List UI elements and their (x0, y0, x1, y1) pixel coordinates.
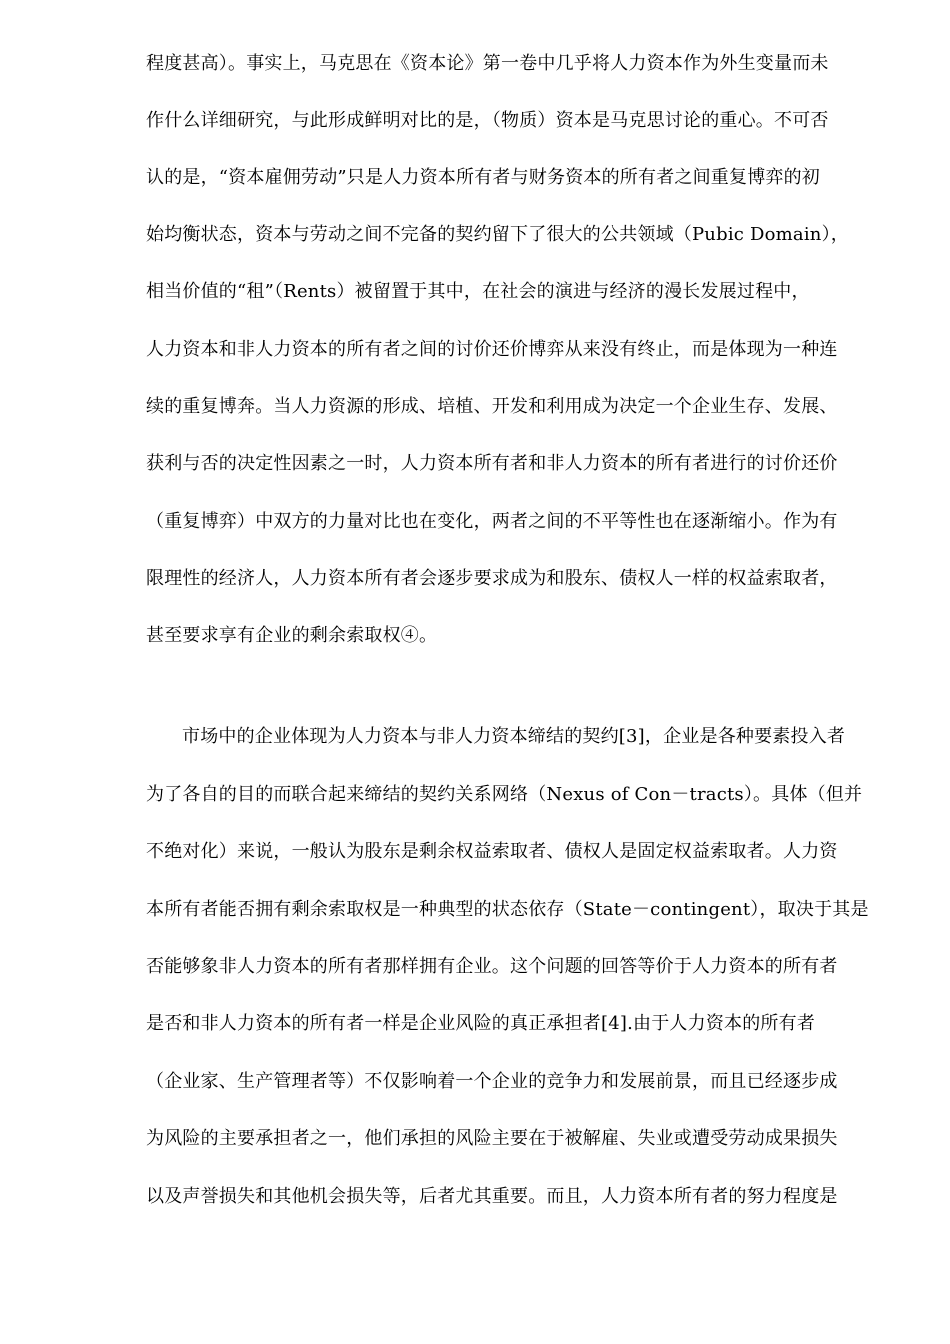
paragraph-line: 以及声誉损失和其他机会损失等，后者尤其重要。而且，人力资本所有者的努力程度是 (146, 1186, 838, 1207)
paragraph-line: 为了各自的目的而联合起来缔结的契约关系网络（Nexus of Con－tracts）。具体（但并 (146, 784, 863, 805)
paragraph-line: 始均衡状态，资本与劳动之间不完备的契约留下了很大的公共领域（Pubic Domain）， (146, 224, 850, 245)
paragraph-line: 相当价值的“租”（Rents）被留置于其中，在社会的演进与经济的漫长发展过程中， (146, 281, 810, 302)
paragraph-line: 为风险的主要承担者之一，他们承担的风险主要在于被解雇、失业或遭受劳动成果损失 (146, 1128, 838, 1149)
paragraph-line: 不绝对化）来说，一般认为股东是剩余权益索取者、债权人是固定权益索取者。人力资 (146, 841, 838, 862)
paragraph-line: 本所有者能否拥有剩余索取权是一种典型的状态依存（State－contingent），取决于其是 (146, 899, 869, 920)
paragraph-line: 是否和非人力资本的所有者一样是企业风险的真正承担者[4].由于人力资本的所有者 (146, 1013, 816, 1034)
paragraph-line: （重复博弈）中双方的力量对比也在变化，两者之间的不平等性也在逐渐缩小。作为有 (146, 511, 838, 532)
paragraph-line: 获利与否的决定性因素之一时，人力资本所有者和非人力资本的所有者进行的讨价还价 (146, 453, 838, 474)
paragraph-line: 作什么详细研究，与此形成鲜明对比的是，（物质）资本是马克思讨论的重心。不可否 (146, 110, 829, 131)
paragraph-line: 程度甚高）。事实上，马克思在《资本论》第一卷中几乎将人力资本作为外生变量而未 (146, 53, 829, 74)
paragraph-line: 市场中的企业体现为人力资本与非人力资本缔结的契约[3]，企业是各种要素投入者 (182, 726, 846, 747)
paragraph-line: 否能够象非人力资本的所有者那样拥有企业。这个问题的回答等价于人力资本的所有者 (146, 956, 838, 977)
paragraph-line: 甚至要求享有企业的剩余索取权④。 (146, 625, 438, 646)
paragraph-line: 认的是，“资本雇佣劳动”只是人力资本所有者与财务资本的所有者之间重复博弈的初 (146, 167, 821, 188)
paragraph-line: 人力资本和非人力资本的所有者之间的讨价还价博弈从来没有终止，而是体现为一种连 (146, 339, 838, 360)
paragraph-line: 续的重复博奔。当人力资源的形成、培植、开发和利用成为决定一个企业生存、发展、 (146, 396, 838, 417)
paragraph-line: （企业家、生产管理者等）不仅影响着一个企业的竞争力和发展前景，而且已经逐步成 (146, 1071, 838, 1092)
paragraph-line: 限理性的经济人，人力资本所有者会逐步要求成为和股东、债权人一样的权益索取者， (146, 568, 838, 589)
